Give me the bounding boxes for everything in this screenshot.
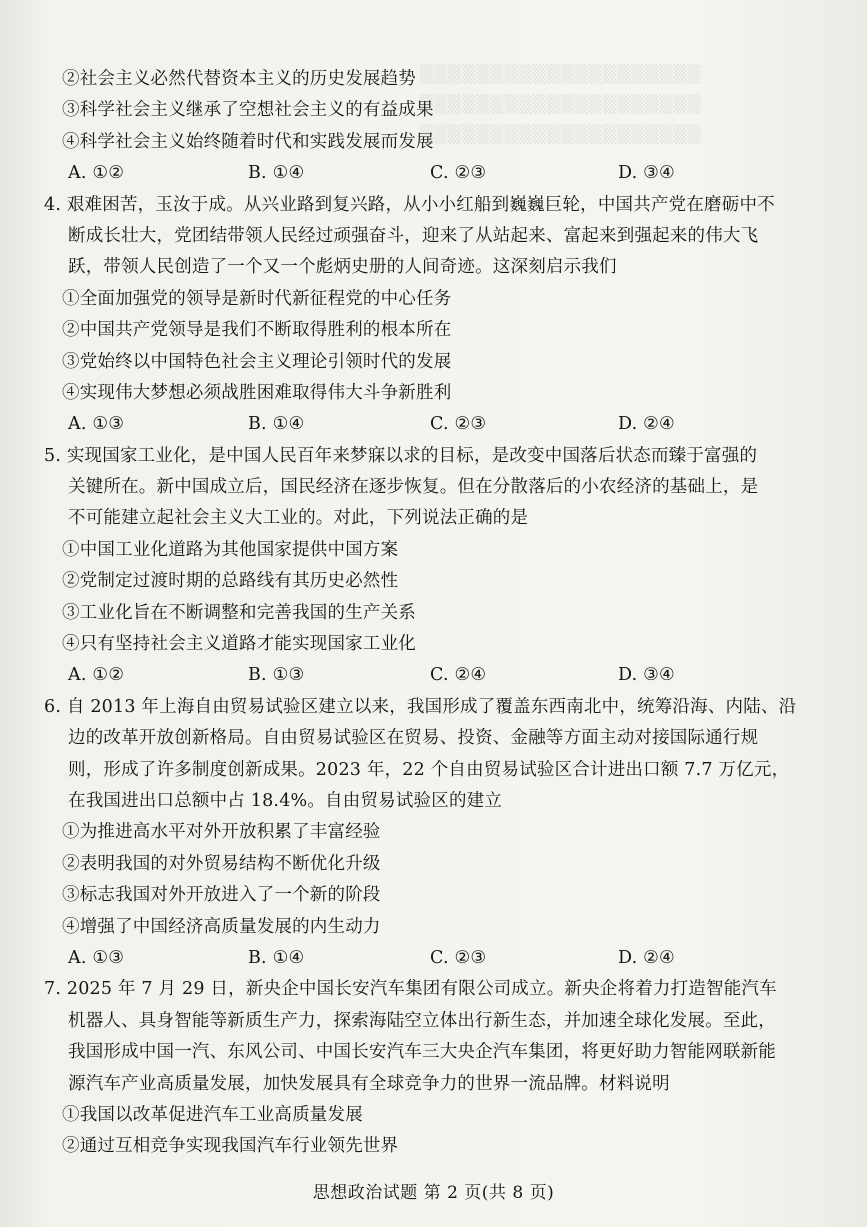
choice-d[interactable]: D. ③④ [618, 163, 675, 184]
answer-choices [40, 943, 830, 974]
choice-a[interactable]: A. ①③ [68, 947, 125, 968]
choice-b[interactable]: B. ①④ [248, 947, 305, 968]
option-line: ②表明我国的对外贸易结构不断优化升级 [62, 853, 381, 874]
choice-d[interactable]: D. ②④ [618, 947, 675, 968]
question-3-continuation [40, 64, 830, 190]
answer-choices [40, 158, 830, 189]
choice-a[interactable]: A. ①② [68, 163, 125, 184]
option-line: ③工业化旨在不断调整和完善我国的生产关系 [62, 602, 416, 623]
question-stem: 我国形成中国一汽、东风公司、中国长安汽车三大央企汽车集团，将更好助力智能网联新能 [68, 1042, 776, 1063]
choice-b[interactable]: B. ①③ [248, 665, 305, 686]
option-line: ④科学社会主义始终随着时代和实践发展而发展 [62, 131, 434, 152]
question-4 [40, 190, 830, 441]
question-stem: 关键所在。新中国成立后，国民经济在逐步恢复。但在分散落后的小农经济的基础上，是 [68, 477, 759, 498]
choice-d[interactable]: D. ②④ [618, 414, 675, 435]
choice-b[interactable]: B. ①④ [248, 414, 305, 435]
choice-c[interactable]: C. ②③ [430, 947, 487, 968]
choice-a[interactable]: A. ①③ [68, 414, 125, 435]
choice-a[interactable]: A. ①② [68, 665, 125, 686]
question-stem: 跃，带领人民创造了一个又一个彪炳史册的人间奇迹。这深刻启示我们 [68, 257, 617, 278]
option-line: ④实现伟大梦想必须战胜困难取得伟大斗争新胜利 [62, 382, 452, 403]
option-line: ①全面加强党的领导是新时代新征程党的中心任务 [62, 288, 452, 309]
question-6 [40, 692, 830, 975]
option-line: ②党制定过渡时期的总路线有其历史必然性 [62, 571, 399, 592]
option-line: ①我国以改革促进汽车工业高质量发展 [62, 1104, 363, 1125]
answer-choices [40, 660, 830, 691]
bleed-through-text: ▒▒▒▒▒▒▒▒▒▒▒▒▒▒▒▒▒▒▒▒ ▒▒▒▒▒▒▒▒▒▒▒▒▒▒▒▒▒▒▒▒ ▒▒▒▒▒▒▒▒▒▒▒▒▒▒▒▒▒▒▒▒ [420, 65, 702, 145]
question-stem: 机器人、具身智能等新质生产力，探索海陆空立体出行新生态，并加速全球化发展。至此， [68, 1010, 776, 1031]
page-content [40, 64, 830, 1163]
option-line: ②中国共产党领导是我们不断取得胜利的根本所在 [62, 320, 452, 341]
question-stem: 不可能建立起社会主义大工业的。对此，下列说法正确的是 [68, 508, 529, 529]
option-line: ②通过互相竞争实现我国汽车行业领先世界 [62, 1136, 399, 1157]
option-line: ③标志我国对外开放进入了一个新的阶段 [62, 885, 381, 906]
option-line: ④只有坚持社会主义道路才能实现国家工业化 [62, 634, 416, 655]
option-line: ①中国工业化道路为其他国家提供中国方案 [62, 539, 399, 560]
choice-c[interactable]: C. ②④ [430, 665, 487, 686]
question-stem: 在我国进出口总额中占 18.4%。自由贸易试验区的建立 [68, 790, 503, 811]
question-stem: 源汽车产业高质量发展，加快发展具有全球竞争力的世界一流品牌。材料说明 [68, 1073, 670, 1094]
answer-choices [40, 409, 830, 440]
question-5 [40, 441, 830, 692]
option-line: ③党始终以中国特色社会主义理论引领时代的发展 [62, 351, 452, 372]
question-7 [40, 974, 830, 1162]
option-line: ②社会主义必然代替资本主义的历史发展趋势 [62, 69, 416, 89]
question-stem: 7. 2025 年 7 月 29 日，新央企中国长安汽车集团有限公司成立。新央企将着力打造智能汽车 [44, 979, 777, 1000]
option-line: ④增强了中国经济高质量发展的内生动力 [62, 916, 381, 937]
choice-c[interactable]: C. ②③ [430, 414, 487, 435]
question-stem: 边的改革开放创新格局。自由贸易试验区在贸易、投资、金融等方面主动对接国际通行规 [68, 728, 759, 749]
page-footer: 思想政治试题 第 2 页(共 8 页) [312, 1183, 555, 1203]
choice-c[interactable]: C. ②③ [430, 163, 487, 184]
question-stem: 断成长壮大，党团结带领人民经过顽强奋斗，迎来了从站起来、富起来到强起来的伟大飞 [68, 225, 759, 246]
choice-b[interactable]: B. ①④ [248, 163, 305, 184]
option-line: ③科学社会主义继承了空想社会主义的有益成果 [62, 100, 434, 121]
question-stem: 则，形成了许多制度创新成果。2023 年，22 个自由贸易试验区合计进出口额 7.7 万亿元， [68, 759, 790, 780]
choice-d[interactable]: D. ③④ [618, 665, 675, 686]
question-stem: 4. 艰难困苦，玉汝于成。从兴业路到复兴路，从小小红船到巍巍巨轮，中国共产党在磨砺中不 [44, 194, 775, 215]
question-stem: 5. 实现国家工业化，是中国人民百年来梦寐以求的目标，是改变中国落后状态而臻于富强的 [44, 445, 758, 466]
question-stem: 6. 自 2013 年上海自由贸易试验区建立以来，我国形成了覆盖东西南北中，统筹沿海、内陆、沿 [44, 696, 797, 717]
option-line: ①为推进高水平对外开放积累了丰富经验 [62, 822, 381, 843]
